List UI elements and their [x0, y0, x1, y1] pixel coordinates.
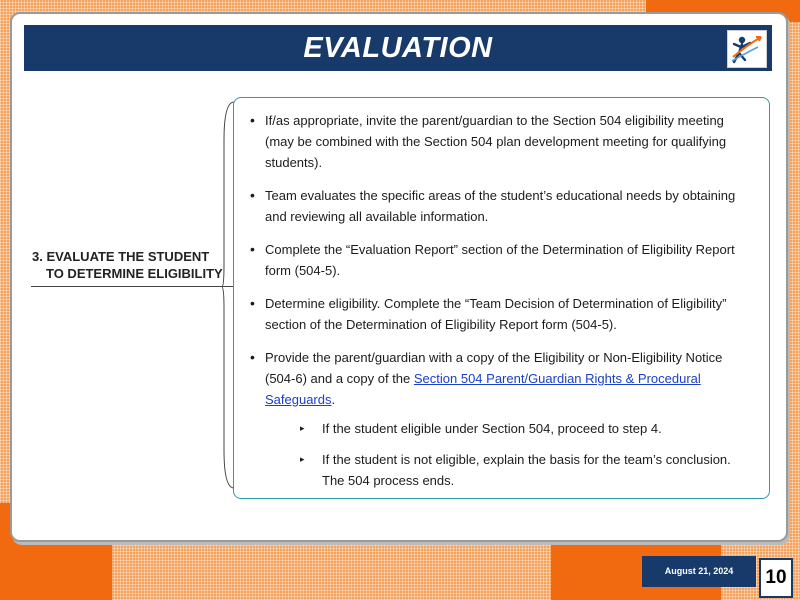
step-number: 3.: [32, 249, 43, 264]
step-title-line1: EVALUATE THE STUDENT: [46, 249, 210, 264]
sub-bullet-list: [300, 418, 740, 501]
list-item: • Determine eligibility. Complete the “Team Decision of Determination of Eligibility” section of the Determination of Eligibility Report form (504-5).: [250, 293, 755, 335]
page-number: 10: [759, 558, 793, 598]
bullet-list: [250, 110, 755, 422]
list-item-text: Provide the parent/guardian with a copy of the Eligibility or Non-Eligibility Notice (504-6) and a copy of the: [265, 350, 723, 386]
step-underline: [31, 286, 233, 287]
figure-with-arrow-logo-icon: [727, 30, 767, 68]
steps-content-box: [233, 97, 770, 499]
page-title: EVALUATION: [303, 32, 493, 64]
date-label: August 21, 2024: [642, 556, 756, 587]
procedural-safeguards-link[interactable]: Section 504 Parent/Guardian Rights & Procedural Safeguards: [265, 371, 701, 407]
sub-list-item: ▸ If the student eligible under Section 504, proceed to step 4.: [300, 418, 740, 439]
step-title-line2: TO DETERMINE ELIGIBILITY: [46, 266, 223, 281]
step-label: [32, 248, 232, 282]
list-item: [250, 347, 755, 410]
sub-list-item: ▸ If the student is not eligible, explain the basis for the team’s conclusion. The 504 process ends.: [300, 449, 740, 491]
list-item-text-end: .: [331, 392, 336, 407]
list-item: • Team evaluates the specific areas of the student’s educational needs by obtaining and reviewing all available information.: [250, 185, 755, 227]
list-item: • If/as appropriate, invite the parent/guardian to the Section 504 eligibility meeting (may be combined with the Section 504 plan development meeting for qualifying students).: [250, 110, 755, 173]
header-bar: [24, 25, 772, 71]
list-item: • Complete the “Evaluation Report” section of the Determination of Eligibility Report form (504-5).: [250, 239, 755, 281]
